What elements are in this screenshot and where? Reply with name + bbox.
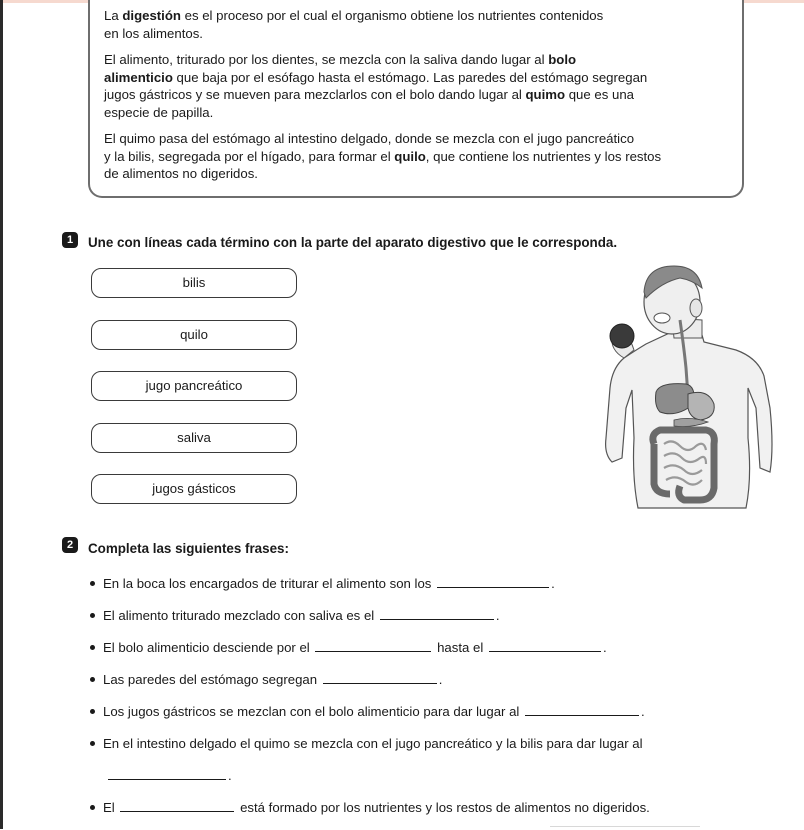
answer-blank[interactable] [315, 639, 431, 652]
exercise-2-number: 2 [62, 537, 78, 553]
bullet-dot [90, 581, 95, 586]
info-paragraph-1: La digestión es el proceso por el cual el organismo obtiene los nutrientes contenidos en los alimentos. [104, 8, 604, 41]
bullet-dot [90, 709, 95, 714]
info-paragraph-3: El quimo pasa del estómago al intestino delgado, donde se mezcla con el jugo pancreático y la bilis, segregada por el hígado, para formar el quilo, que contiene los nutrientes y los restos de alimentos no digeridos. [104, 131, 662, 181]
term-box-saliva[interactable]: saliva [91, 423, 297, 453]
digestive-system-illustration[interactable] [576, 258, 776, 516]
bullet-dot [90, 677, 95, 682]
sentence-3: El bolo alimenticio desciende por el hasta el . [90, 639, 607, 657]
exercise-2-title: Completa las siguientes frases: [88, 541, 289, 556]
sentence-6-continuation: . [106, 767, 232, 785]
exercise-1-title: Une con líneas cada término con la parte del aparato digestivo que le corresponda. [88, 235, 618, 250]
info-box [88, 0, 744, 198]
footer-mark [550, 826, 700, 830]
bullet-dot [90, 805, 95, 810]
sentence-7: El está formado por los nutrientes y los restos de alimentos no digeridos. [90, 799, 650, 817]
sentence-5: Los jugos gástricos se mezclan con el bolo alimenticio para dar lugar al . [90, 703, 645, 721]
bullet-dot [90, 741, 95, 746]
sentence-2: El alimento triturado mezclado con saliva es el . [90, 607, 500, 625]
apple-shape [610, 324, 634, 348]
term-box-bilis[interactable]: bilis [91, 268, 297, 298]
exercise-1-number: 1 [62, 232, 78, 248]
answer-blank[interactable] [120, 799, 234, 812]
page-left-rule [0, 0, 3, 829]
bullet-dot [90, 645, 95, 650]
term-box-jugos-gastricos[interactable]: jugos gásticos [91, 474, 297, 504]
term-box-quilo[interactable]: quilo [91, 320, 297, 350]
answer-blank[interactable] [380, 607, 494, 620]
ear-shape [690, 299, 702, 317]
sentence-1: En la boca los encargados de triturar el alimento son los . [90, 575, 555, 593]
answer-blank[interactable] [108, 767, 226, 780]
bullet-dot [90, 613, 95, 618]
sentence-4: Las paredes del estómago segregan . [90, 671, 442, 689]
answer-blank[interactable] [525, 703, 639, 716]
answer-blank[interactable] [323, 671, 437, 684]
sentence-6: En el intestino delgado el quimo se mezcla con el jugo pancreático y la bilis para dar lugar al [90, 735, 643, 753]
answer-blank[interactable] [437, 575, 549, 588]
term-box-jugo-pancreatico[interactable]: jugo pancreático [91, 371, 297, 401]
mouth-shape [654, 313, 670, 323]
info-paragraph-2: El alimento, triturado por los dientes, se mezcla con la saliva dando lugar al bolo alimenticio que baja por el esófago hasta el estómago. Las paredes del estómago segregan jugos gástricos y se mueven para mezclarlos con el bolo dando lugar al quimo que es una especie de papilla. [104, 52, 648, 120]
answer-blank[interactable] [489, 639, 601, 652]
